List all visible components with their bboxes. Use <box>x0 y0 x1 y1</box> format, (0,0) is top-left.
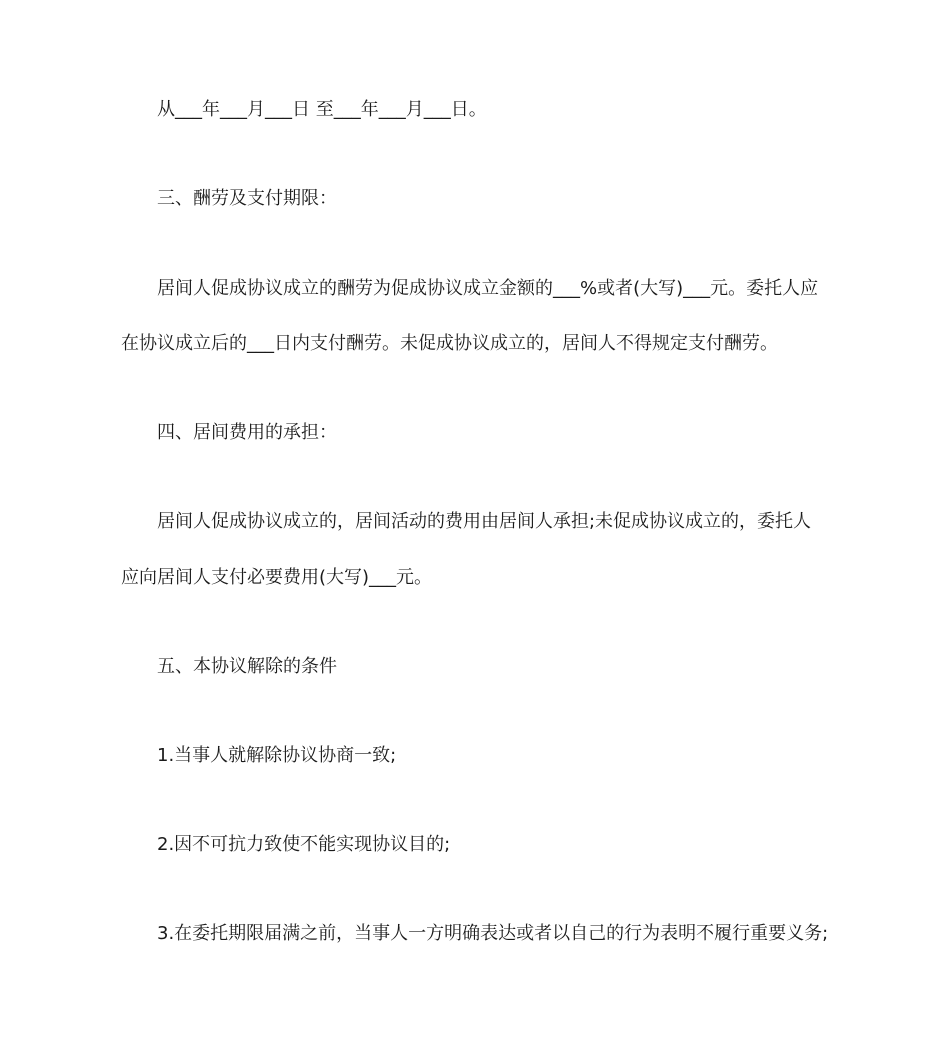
paragraph-expenses-line-2: 应向居间人支付必要费用(大写)___元。 <box>121 567 433 588</box>
paragraph-expenses-line-1: 居间人促成协议成立的，居间活动的费用由居间人承担;未促成协议成立的，委托人 <box>157 511 812 532</box>
heading-section-4: 四、居间费用的承担： <box>157 422 337 443</box>
list-item-condition-2: 2.因不可抗力致使不能实现协议目的; <box>157 834 451 855</box>
heading-section-5: 五、本协议解除的条件 <box>157 656 337 677</box>
paragraph-remuneration-line-1: 居间人促成协议成立的酬劳为促成协议成立金额的___%或者(大写)___元。委托人应 <box>157 278 819 299</box>
heading-section-3: 三、酬劳及支付期限： <box>157 188 337 209</box>
paragraph-remuneration-line-2: 在协议成立后的___日内支付酬劳。未促成协议成立的，居间人不得规定支付酬劳。 <box>121 333 778 354</box>
paragraph-term-dates: 从___年___月___日 至___年___月___日。 <box>157 99 487 120</box>
list-item-condition-1: 1.当事人就解除协议协商一致; <box>157 745 397 766</box>
list-item-condition-3: 3.在委托期限届满之前，当事人一方明确表达或者以自己的行为表明不履行重要义务; <box>157 923 829 944</box>
